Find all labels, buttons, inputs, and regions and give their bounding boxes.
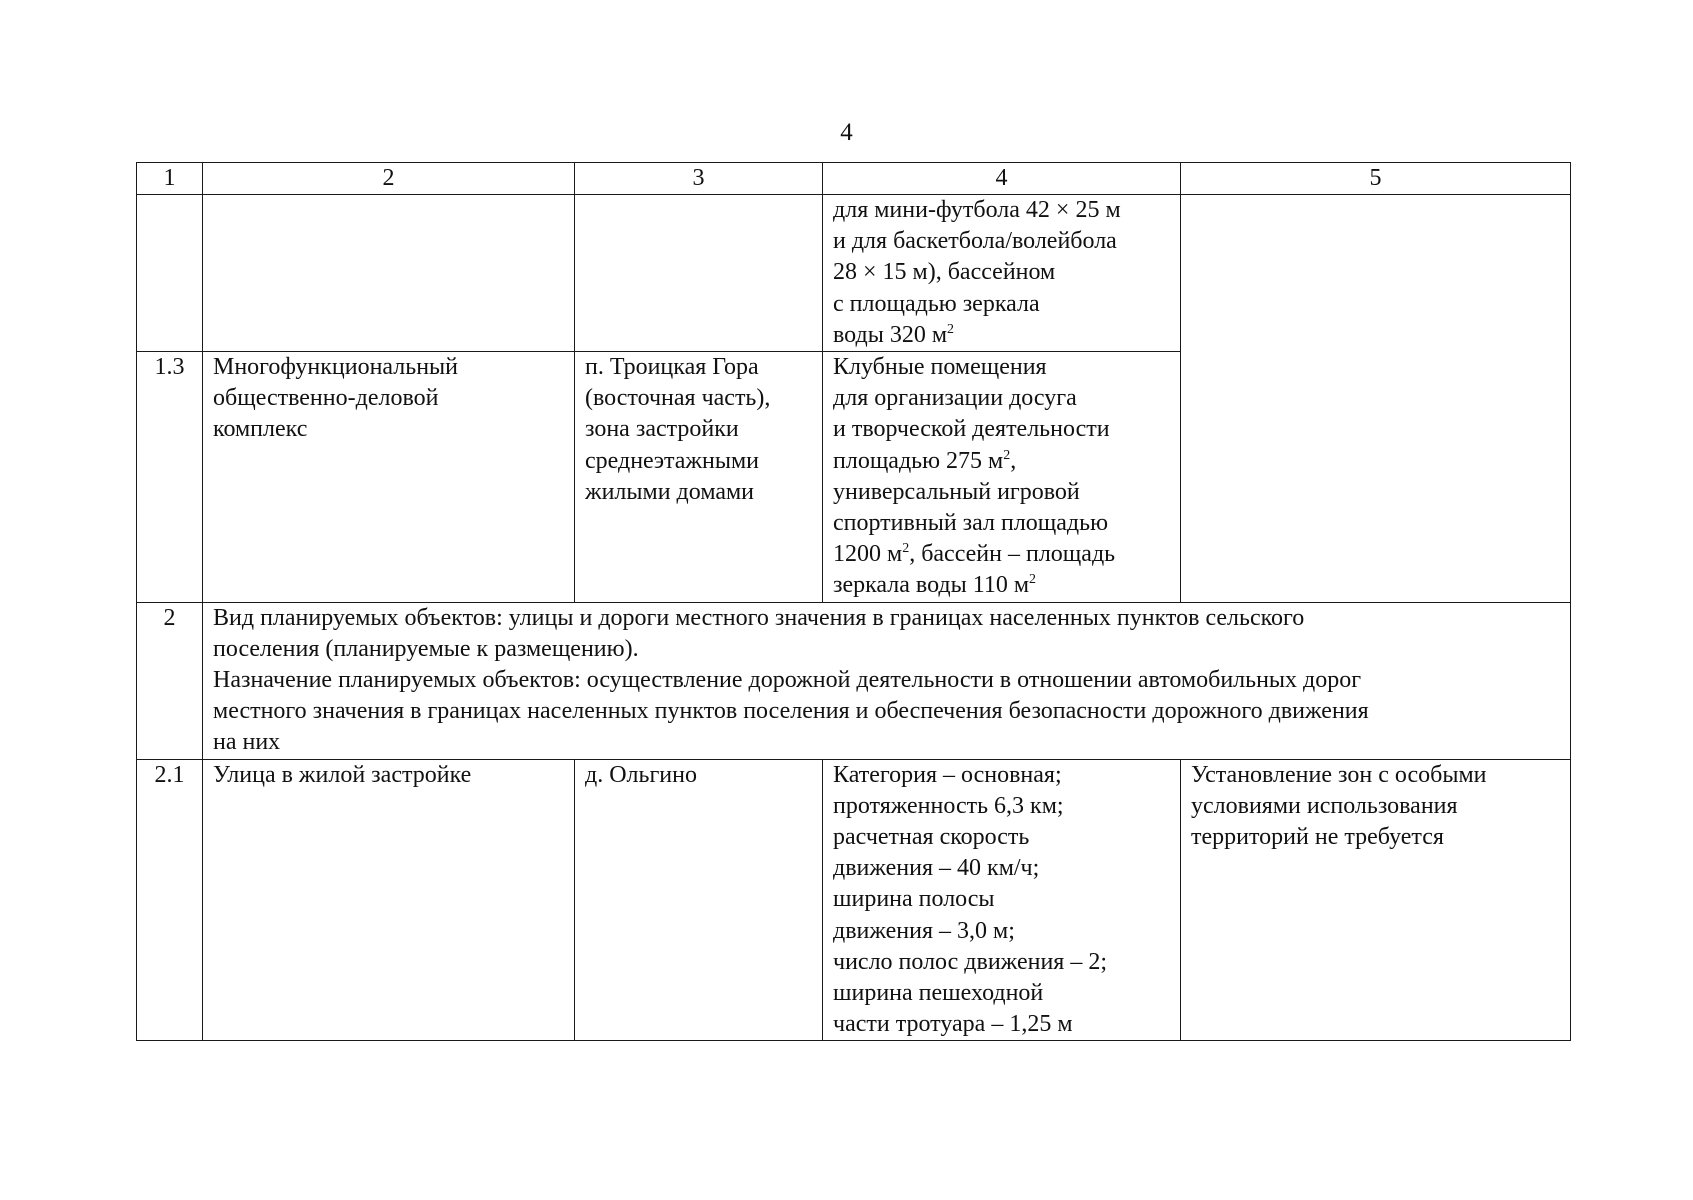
spec-line: универсальный игровой	[833, 478, 1080, 505]
table-row-continued	[137, 195, 1571, 352]
cell-name-empty	[203, 195, 575, 352]
planned-objects-table	[136, 162, 1571, 1041]
location-line: жилыми домами	[585, 478, 755, 505]
spec-line: площадью 275 $м^2$,	[833, 447, 1017, 474]
location-line: п. Троицкая Гора	[585, 354, 759, 381]
section-line: Вид планируемых объектов: улицы и дороги местного значения в границах населенных пунктов сельского	[213, 604, 1305, 631]
object-name-line: общественно-деловой	[213, 385, 439, 412]
spec-line: части тротуара – 1,25 м	[833, 1011, 1073, 1038]
object-name-cell	[203, 352, 575, 603]
row-number: 1.3	[137, 352, 203, 603]
table-header-row	[137, 163, 1571, 195]
zone-line: условиями использования	[1191, 792, 1458, 819]
spec-cell	[823, 352, 1181, 603]
location-line: д. Ольгино	[585, 761, 697, 788]
zone-line: Установление зон с особыми	[1191, 761, 1487, 788]
header-col-2: 2	[203, 163, 575, 195]
header-col-3: 3	[575, 163, 823, 195]
spec-line: для мини-футбола 42 × 25 м	[833, 197, 1121, 223]
section-line: местного значения в границах населенных пунктов поселения и обеспечения безопасности дорожного движения	[213, 698, 1369, 725]
spec-line: зеркала воды 110 $м^2$	[833, 572, 1037, 599]
spec-line: Клубные помещения	[833, 354, 1047, 381]
spec-line: спортивный зал площадью	[833, 510, 1109, 537]
spec-line: движения – 3,0 м;	[833, 917, 1015, 944]
object-name-line: Многофункциональный	[213, 354, 459, 381]
location-line: зона застройки	[585, 416, 739, 443]
cell-spec-continued	[823, 195, 1181, 352]
spec-line: число полос движения – 2;	[833, 948, 1107, 975]
location-cell	[575, 759, 823, 1041]
spec-line: воды 320 $м^2$	[833, 321, 954, 348]
spec-line: с площадью зеркала	[833, 290, 1040, 317]
cell-num-empty	[137, 195, 203, 352]
spec-line: и для баскетбола/волейбола	[833, 228, 1117, 255]
spec-line: расчетная скорость	[833, 824, 1030, 851]
spec-cell	[823, 759, 1181, 1041]
object-name-line: Улица в жилой застройке	[213, 761, 472, 788]
page-number: 4	[840, 119, 853, 146]
zone-line: территорий не требуется	[1191, 824, 1444, 851]
cell-zones-empty	[1181, 195, 1571, 603]
zone-cell	[1181, 759, 1571, 1041]
object-name-line: комплекс	[213, 416, 308, 443]
header-col-4: 4	[823, 163, 1181, 195]
row-number: 2.1	[137, 759, 203, 1041]
location-cell	[575, 352, 823, 603]
spec-line: ширина полосы	[833, 886, 995, 913]
table-row-2	[137, 602, 1571, 759]
spec-line: Категория – основная;	[833, 761, 1062, 788]
spec-line: 28 × 15 м), бассейном	[833, 259, 1056, 286]
section-line: Назначение планируемых объектов: осуществление дорожной деятельности в отношении автомобильных дорог	[213, 667, 1362, 694]
table-row-2-1	[137, 759, 1571, 1041]
location-line: среднеэтажными	[585, 447, 760, 474]
spec-line: ширина пешеходной	[833, 980, 1044, 1007]
header-col-5: 5	[1181, 163, 1571, 195]
object-name-cell	[203, 759, 575, 1041]
spec-line: протяженность 6,3 км;	[833, 792, 1064, 819]
section-line: поселения (планируемые к размещению).	[213, 635, 639, 662]
spec-line: движения – 40 км/ч;	[833, 855, 1040, 882]
section-description-cell	[203, 602, 1571, 759]
row-number: 2	[137, 602, 203, 759]
spec-line: для организации досуга	[833, 385, 1077, 412]
spec-line: 1200 $м^2$, бассейн – площадь	[833, 541, 1116, 568]
section-line: на них	[213, 729, 281, 756]
cell-location-empty	[575, 195, 823, 352]
spec-line: и творческой деятельности	[833, 416, 1110, 443]
header-col-1: 1	[137, 163, 203, 195]
location-line: (восточная часть),	[585, 385, 771, 412]
